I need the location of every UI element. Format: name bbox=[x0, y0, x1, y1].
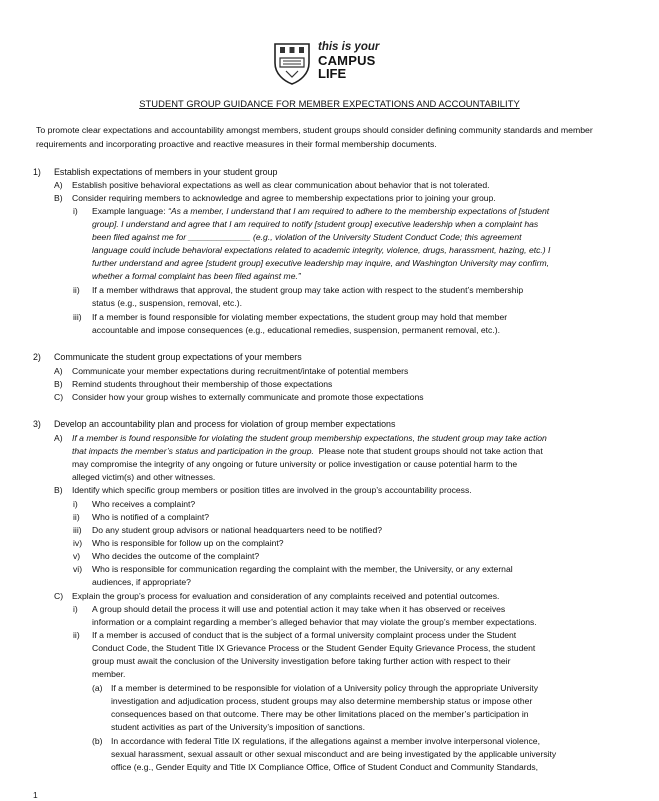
s3-B-item-marker: iii) bbox=[73, 525, 82, 535]
s1-ii-marker: ii) bbox=[73, 285, 80, 295]
document-title: STUDENT GROUP GUIDANCE FOR MEMBER EXPECTATIONS AND ACCOUNTABILITY bbox=[139, 98, 520, 109]
s3-C-a-marker: (a) bbox=[92, 683, 103, 693]
s1-iii-marker: iii) bbox=[73, 312, 82, 322]
s3-B-item-marker: v) bbox=[73, 551, 81, 561]
s1-i-line4: language could include behavioral expectations related to academic integrity, violence, drugs, harassment, hazing, etc.) I bbox=[92, 245, 551, 255]
s2-C-marker: C) bbox=[54, 392, 64, 402]
s3-B-vi-line2: audiences, if appropriate? bbox=[92, 577, 191, 587]
s2-B-marker: B) bbox=[54, 379, 63, 389]
s3-C-b-line2: sexual harassment, sexual assault or other sexual misconduct and are being investigated by the applicable university bbox=[111, 749, 557, 759]
s3-A-line4: alleged victim(s) and other witnesses. bbox=[72, 472, 216, 482]
s3-C-text: Explain the group’s process for evaluation and consideration of any complaints received and potential outcomes. bbox=[72, 591, 500, 601]
s2-A-marker: A) bbox=[54, 366, 63, 376]
s1-ii-line1: If a member withdraws that approval, the student group may take action with respect to the student’s membership bbox=[92, 285, 524, 295]
university-shield-icon bbox=[272, 41, 312, 85]
s1-i-line6: whether a formal complaint has been filed against me.” bbox=[92, 271, 301, 281]
example-quote-1: “As a member, I understand that I am required to adhere to the membership expectations of [student bbox=[167, 206, 550, 216]
s3-B-text: Identify which specific group members or position titles are involved in the group’s accountability process. bbox=[72, 485, 472, 495]
section-3-heading: Develop an accountability plan and process for violation of group member expectations bbox=[54, 419, 396, 429]
s3-B-marker: B) bbox=[54, 485, 63, 495]
section-1-heading: Establish expectations of members in your student group bbox=[54, 167, 278, 177]
campus-life-logo bbox=[272, 41, 379, 85]
page-number: 1 bbox=[33, 790, 38, 800]
s3-B-item-text: Who is responsible for follow up on the complaint? bbox=[92, 538, 284, 548]
s3-A-line2-note: Please note that student groups should not take action that bbox=[318, 446, 543, 456]
s1-B-marker: B) bbox=[54, 193, 63, 203]
s3-C-b-line3: office (e.g., Gender Equity and Title IX Compliance Office, Office of Student Conduct and Community Standards, bbox=[111, 762, 539, 772]
s3-C-i-line1: A group should detail the process it will use and potential action it may take when it has observed or receives bbox=[92, 604, 506, 614]
logo-line-2: CAMPUS bbox=[318, 53, 376, 68]
s3-A-line1: If a member is found responsible for violating the student group membership expectations, the student group may take action bbox=[72, 433, 547, 443]
s3-B-item-text: Who decides the outcome of the complaint? bbox=[92, 551, 260, 561]
s2-B-text: Remind students throughout their membership of those expectations bbox=[72, 379, 333, 389]
s3-B-item-marker: i) bbox=[73, 499, 78, 509]
s3-B-item-marker: ii) bbox=[73, 512, 80, 522]
s3-C-i-line2: information or a complaint regarding a member’s alleged behavior that may violate the group’s member expectations. bbox=[92, 617, 537, 627]
s1-iii-line1: If a member is found responsible for violating member expectations, the student group may hold that member bbox=[92, 312, 508, 322]
s1-i-line3: been filed against me for _____________ (e.g., violation of the University Student Conduct Code; this agreement bbox=[92, 232, 522, 242]
s3-B-item-text: Who is responsible for communication regarding the complaint with the member, the University, or any external bbox=[92, 564, 513, 574]
example-label: Example language: bbox=[92, 206, 168, 216]
logo-line-3: LIFE bbox=[318, 66, 347, 81]
s3-C-b-line1: In accordance with federal Title IX regulations, if the allegations against a member involve interpersonal violence, bbox=[111, 736, 540, 746]
s1-i-line2: group]. I understand and agree that I am required to notify [student group] executive leadership when a complaint has bbox=[92, 219, 539, 229]
s2-C-text: Consider how your group wishes to externally communicate and promote those expectations bbox=[72, 392, 424, 402]
s1-B-text: Consider requiring members to acknowledge and agree to membership expectations prior to joining your group. bbox=[72, 193, 496, 203]
s3-C-i-marker: i) bbox=[73, 604, 78, 614]
logo-line-1: this is your bbox=[318, 41, 380, 53]
s2-A-text: Communicate your member expectations during recruitment/intake of potential members bbox=[72, 366, 409, 376]
s3-A-line2-italic: that impacts the member’s status and participation in the group. bbox=[72, 446, 314, 456]
section-2-heading: Communicate the student group expectations of your members bbox=[54, 352, 302, 362]
section-3-number: 3) bbox=[33, 419, 41, 429]
s3-A-line3: may compromise the integrity of any ongoing or future university or police investigation or cause potential harm to the bbox=[72, 459, 518, 469]
s3-C-a-line4: student activities as part of the University’s imposition of sanctions. bbox=[111, 722, 365, 732]
s1-i-line1 bbox=[92, 205, 632, 217]
s3-C-b-marker: (b) bbox=[92, 736, 103, 746]
s1-i-line5: further understand and agree [student group] executive leadership may inquire, and Washington University may confirm, bbox=[92, 258, 549, 268]
s3-A-marker: A) bbox=[54, 433, 63, 443]
s3-B-item-marker: vi) bbox=[73, 564, 83, 574]
s3-C-a-line2: investigation and adjudication process, student groups may also determine membership status or impose other bbox=[111, 696, 533, 706]
s1-A-marker: A) bbox=[54, 180, 63, 190]
s3-C-a-line3: consequences based on that outcome. There may be other limitations placed on the member’s participation in bbox=[111, 709, 529, 719]
s1-ii-line2: status (e.g., suspension, removal, etc.). bbox=[92, 298, 242, 308]
s3-B-item-text: Who is notified of a complaint? bbox=[92, 512, 210, 522]
s3-A-line2 bbox=[72, 445, 632, 457]
s3-C-ii-line4: member. bbox=[92, 669, 126, 679]
s3-C-ii-line1: If a member is accused of conduct that is the subject of a formal university complaint process under the Student bbox=[92, 630, 517, 640]
s3-C-marker: C) bbox=[54, 591, 64, 601]
intro-paragraph: To promote clear expectations and accountability amongst members, student groups should consider defining community standards and member requirements and incorporating proactive and reactive measures in their formal membership documents. bbox=[36, 125, 593, 149]
section-2-number: 2) bbox=[33, 352, 41, 362]
s1-A-text: Establish positive behavioral expectations as well as clear communication about behavior that is not tolerated. bbox=[72, 180, 490, 190]
s1-i-marker: i) bbox=[73, 206, 78, 216]
s3-C-a-line1: If a member is determined to be responsible for violation of a University policy through the appropriate University bbox=[111, 683, 539, 693]
s3-C-ii-marker: ii) bbox=[73, 630, 80, 640]
s3-B-item-marker: iv) bbox=[73, 538, 83, 548]
s3-C-ii-line2: Conduct Code, the Student Title IX Grievance Process or the Student Gender Equity Grievance Process, the student bbox=[92, 643, 536, 653]
s3-B-item-text: Do any student group advisors or national headquarters need to be notified? bbox=[92, 525, 382, 535]
s3-B-item-text: Who receives a complaint? bbox=[92, 499, 196, 509]
s1-iii-line2: accountable and impose consequences (e.g., educational remedies, suspension, permanent removal, etc.). bbox=[92, 325, 500, 335]
s3-C-ii-line3: group must await the conclusion of the University investigation before taking further action with respect to their bbox=[92, 656, 511, 666]
section-1-number: 1) bbox=[33, 167, 41, 177]
